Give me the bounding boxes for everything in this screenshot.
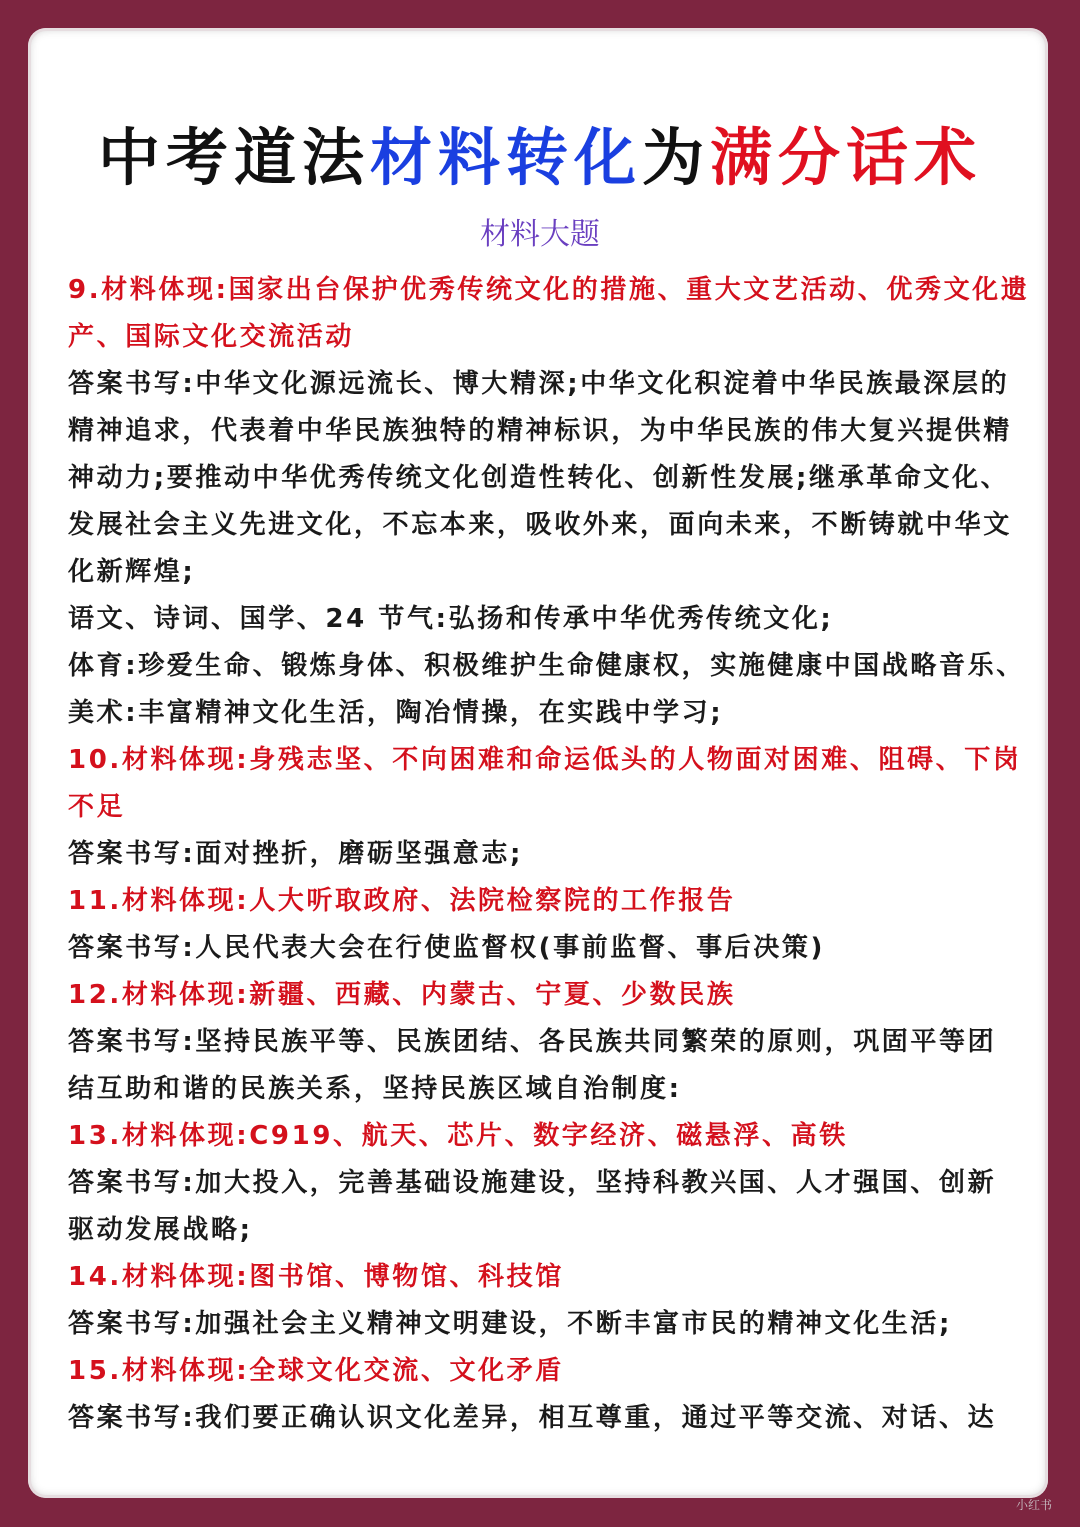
- answer-text-line: 驱动发展战略;: [68, 1215, 253, 1245]
- material-heading-line: 产、国际文化交流活动: [68, 322, 355, 352]
- answer-text-line: 发展社会主义先进文化，不忘本来，吸收外来，面向未来，不断铸就中华文: [68, 510, 1012, 540]
- answer-text-line: 美术:丰富精神文化生活，陶冶情操，在实践中学习;: [68, 698, 724, 728]
- answer-text-line: 答案书写:我们要正确认识文化差异，相互尊重，通过平等交流、对话、达: [68, 1403, 997, 1433]
- answer-text-line: 答案书写:中华文化源远流长、博大精深;中华文化积淀着中华民族最深层的: [68, 369, 1010, 399]
- answer-text-line: 精神追求，代表着中华民族独特的精神标识，为中华民族的伟大复兴提供精: [68, 416, 1012, 446]
- title-part-3: 为: [642, 121, 711, 194]
- material-heading-line: 不足: [68, 792, 126, 822]
- title-part-4: 满分话术: [710, 121, 983, 194]
- answer-text-line: 答案书写:加大投入，完善基础设施建设，坚持科教兴国、人才强国、创新: [68, 1168, 997, 1198]
- answer-text-line: 答案书写:面对挫折，磨砺坚强意志;: [68, 839, 523, 869]
- section-subtitle: 材料大题: [480, 217, 600, 252]
- watermark: 小红书: [1015, 1498, 1052, 1512]
- material-list: [68, 267, 1030, 1442]
- answer-text-line: 神动力;要推动中华优秀传统文化创造性转化、创新性发展;继承革命文化、: [68, 463, 1010, 493]
- material-heading-line: 13.材料体现:C919、航天、芯片、数字经济、磁悬浮、高铁: [68, 1121, 848, 1151]
- title-part-1: 中考道法: [97, 121, 370, 194]
- answer-text-line: 体育:珍爱生命、锻炼身体、积极维护生命健康权，实施健康中国战略音乐、: [68, 651, 1025, 681]
- answer-text-line: 结互助和谐的民族关系，坚持民族区域自治制度:: [68, 1074, 682, 1104]
- material-heading-line: 11.材料体现:人大听取政府、法院检察院的工作报告: [68, 886, 736, 916]
- material-heading-line: 15.材料体现:全球文化交流、文化矛盾: [68, 1356, 564, 1386]
- answer-text-line: 语文、诗词、国学、24 节气:弘扬和传承中华优秀传统文化;: [68, 604, 834, 634]
- title-part-2: 材料转化: [369, 121, 642, 194]
- answer-text-line: 化新辉煌;: [68, 557, 196, 587]
- page-title: [0, 118, 1080, 198]
- material-heading-line: 12.材料体现:新疆、西藏、内蒙古、宁夏、少数民族: [68, 980, 736, 1010]
- answer-text-line: 答案书写:坚持民族平等、民族团结、各民族共同繁荣的原则，巩固平等团: [68, 1027, 997, 1057]
- answer-text-line: 答案书写:人民代表大会在行使监督权(事前监督、事后决策): [68, 933, 825, 963]
- answer-text-line: 答案书写:加强社会主义精神文明建设，不断丰富市民的精神文化生活;: [68, 1309, 952, 1339]
- material-heading-line: 10.材料体现:身残志坚、不向困难和命运低头的人物面对困难、阻碍、下岗: [68, 745, 1022, 775]
- material-heading-line: 9.材料体现:国家出台保护优秀传统文化的措施、重大文艺活动、优秀文化遗: [68, 275, 1030, 305]
- material-heading-line: 14.材料体现:图书馆、博物馆、科技馆: [68, 1262, 564, 1292]
